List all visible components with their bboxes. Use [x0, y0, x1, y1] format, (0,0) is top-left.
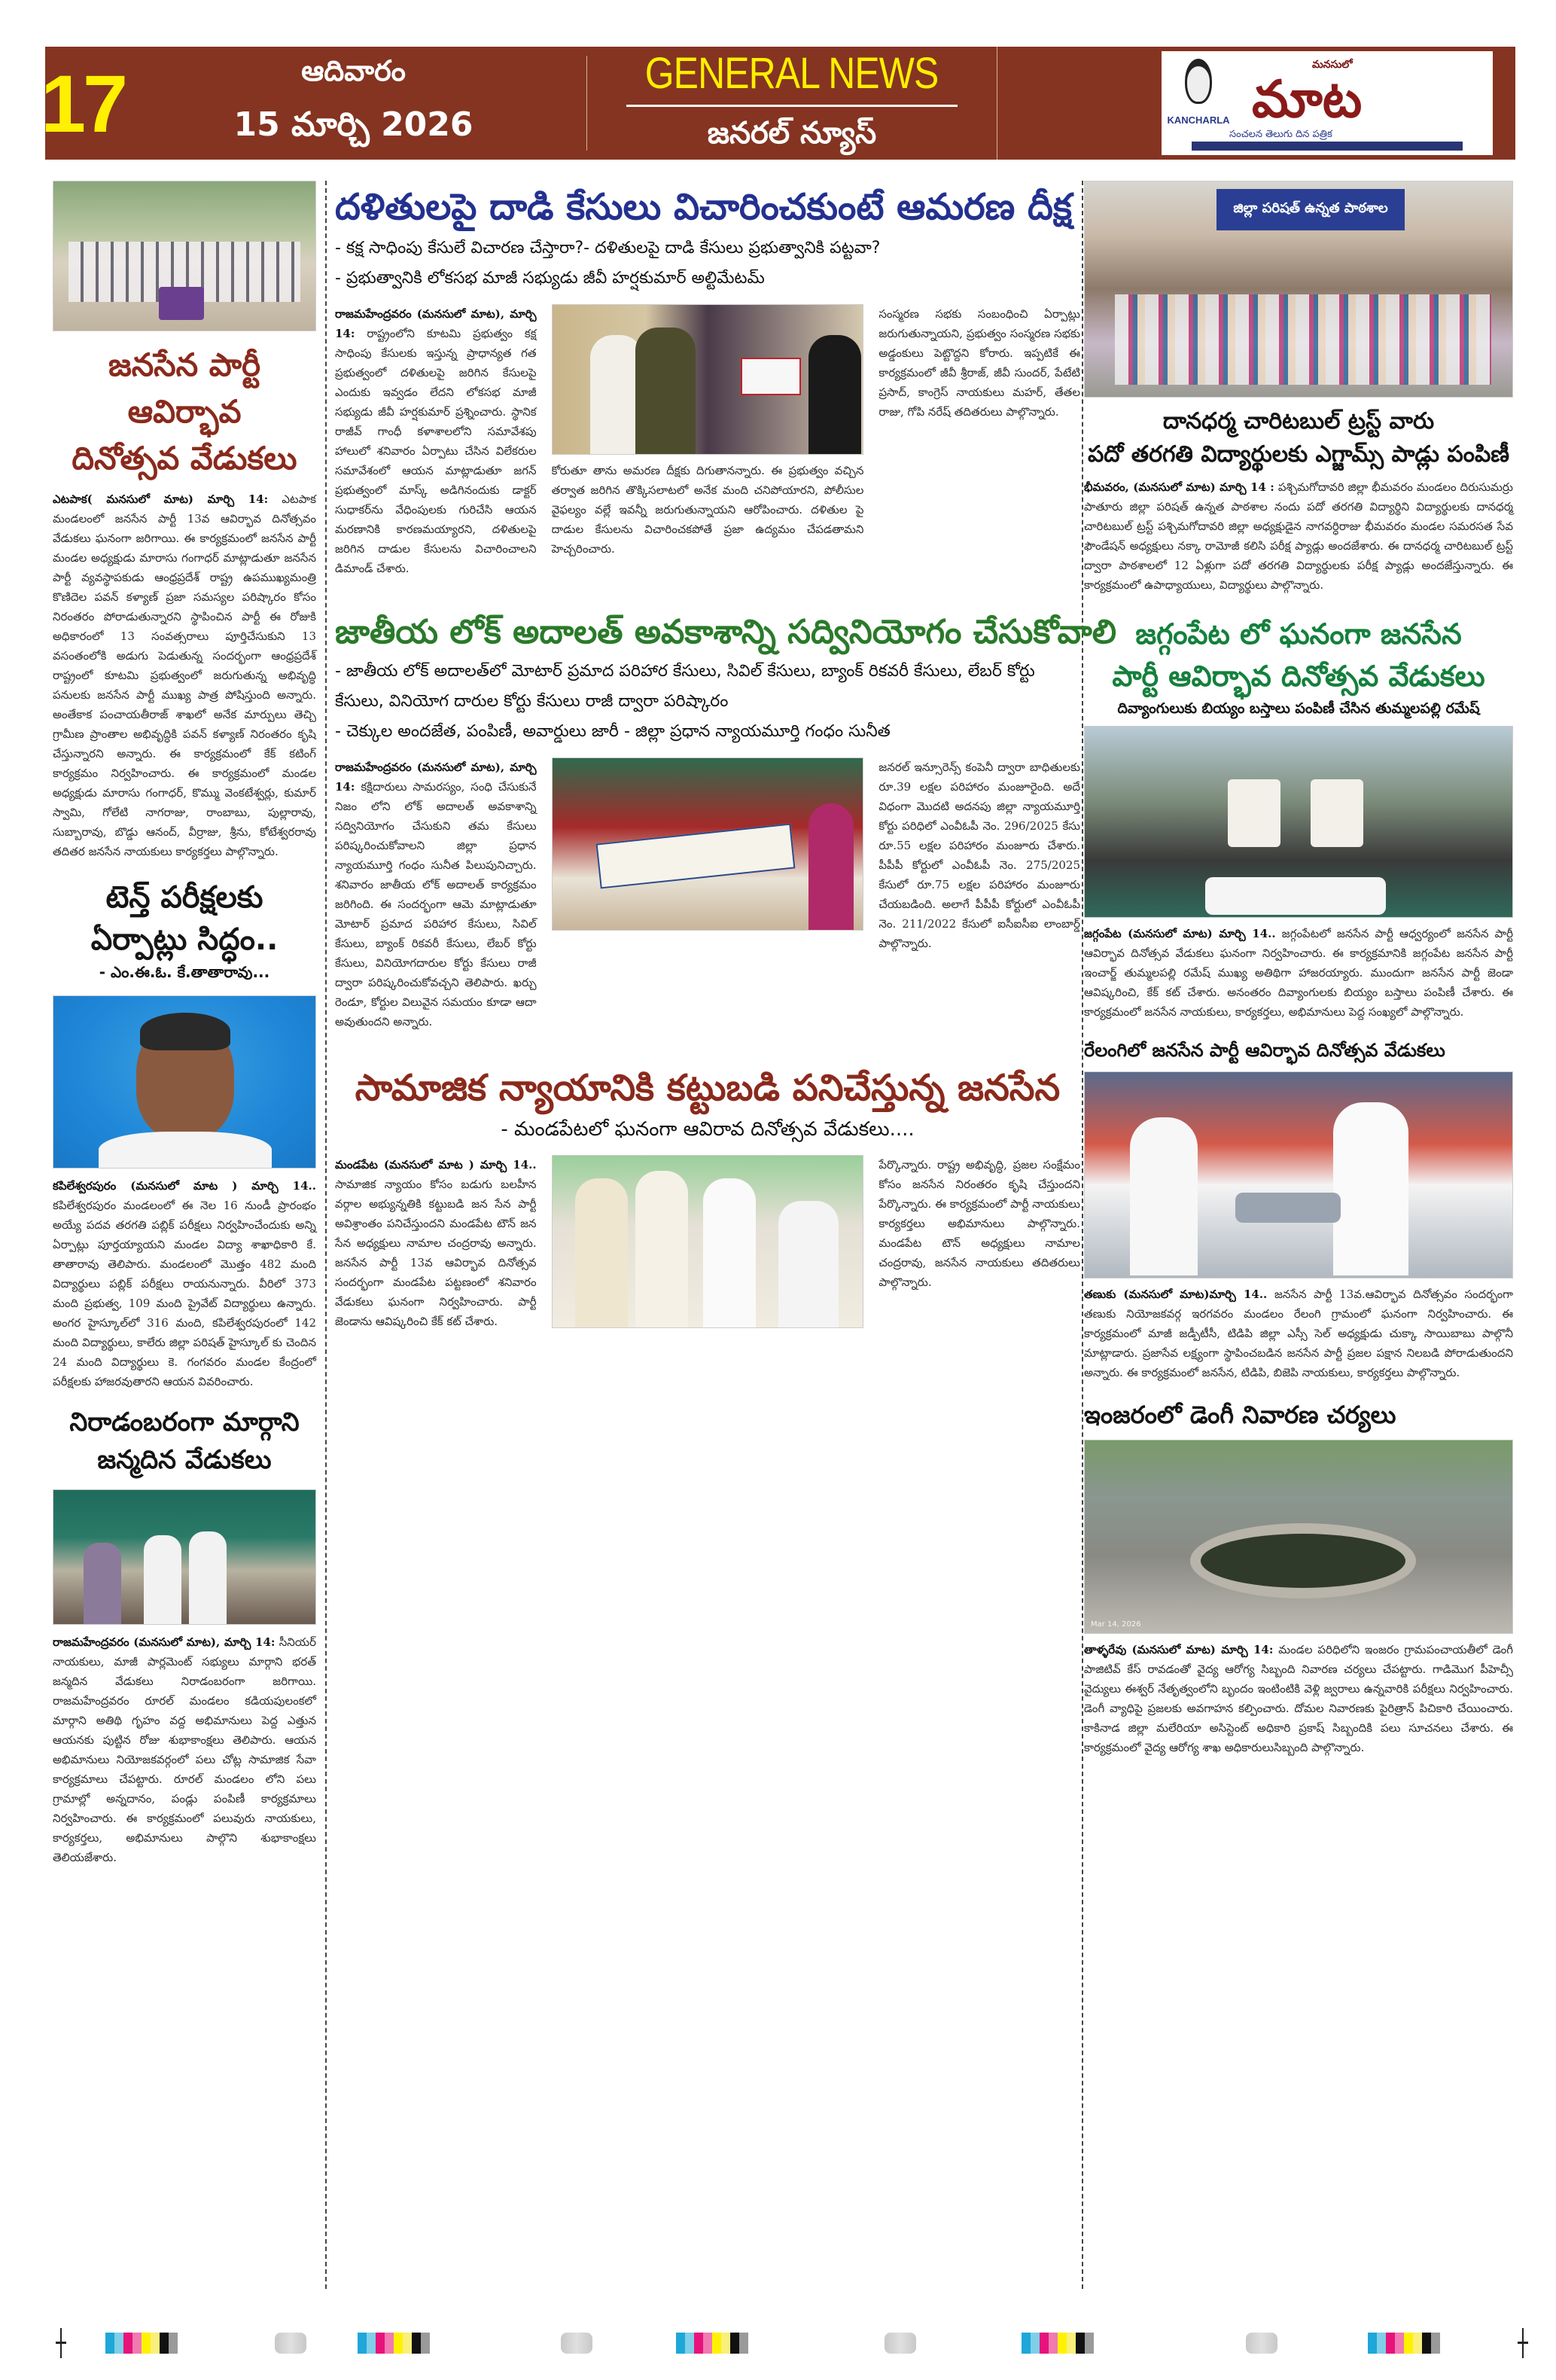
swatch-chip: [1049, 2333, 1058, 2354]
section-divider: [626, 105, 958, 107]
story-text: సామాజిక న్యాయం కోసం బడుగు బలహీన వర్గాల అభ్యున్నతికి కట్టుబడి జన సేన పార్టీ అవిశ్రాంతం పనిచేస్తుందని మండపేట టౌన్ జన సేన అధ్యక్షులు నామాల చంద్రరావు అన్నారు. జనసేన పార్టీ 13వ ఆవిర్భావ దినోత్సవ సందర్భంగా మండపేట పట్టణంలో శనివారం వేడుకలు ఘనంగా నిర్వహించారు. పార్టీ జెండాను ఆవిష్కరించి కేక్ కట్ చేశారు.: [335, 1178, 537, 1328]
rice-distribution-photo: [1084, 726, 1513, 918]
mandapeta-body-col-1: [335, 1155, 537, 1331]
lok-adalat-body-col-1: [335, 757, 537, 1032]
swatch-chip: [376, 2333, 385, 2354]
gray-patch: [1246, 2333, 1277, 2354]
lead-body-col-2: కోరుతూ తాను అమరణ దీక్షకు దిగుతానన్నారు. ఈ ప్రభుత్వం వచ్చిన తర్వాత జరిగిన తొక్కిసలాటలో అనేక మంది చనిపోయారని, పోలీసుల వైఫల్యం వల్లే ఇవన్నీ జరుగుతున్నాయని ఆరోపించారు. దళితుల పై దాడుల కేసులను విచారించకపోతే ప్రజా ఉద్యమం చేపడతామని హెచ్చరించారు.: [551, 464, 864, 556]
story-body: [1084, 924, 1513, 1022]
story-text: జనసేన పార్టీ 13వ.ఆవిర్భావ దినోత్సవం సందర్భంగా తణుకు నియోజకవర్గ ఇరగవరం మండలం రేలంగి గ్రామంలో ఘనంగా నిర్వహించారు. ఈ కార్యక్రమంలో మాజీ జడ్పీటీసీ, టిడిపి జిల్లా ఎస్సీ సెల్ అధ్యక్షుడు చుక్కా సాయిబాబు పాల్గొనీ మాట్లాడారు. ప్రజాసేవ లక్ష్యంగా స్థాపించబడిన జనసేన పార్టీ ప్రజల పక్షాన నిలబడి పోరాడుతుందని అన్నారు. ఈ కార్యక్రమంలో జనసేన, టిడిపి, బిజెపి నాయకులు, కార్యకర్తలు పాల్గొన్నారు.: [1084, 1288, 1513, 1379]
swatch-chip: [1076, 2333, 1085, 2354]
swatch-chip: [694, 2333, 703, 2354]
swatch-chip: [421, 2333, 430, 2354]
headline-line-1: టెన్త్ పరీక్షలకు: [105, 880, 263, 915]
logo-area: [997, 47, 1515, 160]
swatch-chip: [123, 2333, 132, 2354]
logo-tagline: సంచలన తెలుగు దిన పత్రిక: [1229, 129, 1332, 140]
dateline: ఎటపాక( మనసులో మాట) మార్చి 14:: [53, 492, 269, 506]
story-injaram-dengue: [1084, 1396, 1513, 1757]
story-photo: [53, 181, 316, 331]
story-body: [53, 1176, 316, 1391]
story-photo: [53, 1489, 316, 1625]
dateline: తణుకు (మనసులో మాట)మార్చి 14..: [1084, 1288, 1268, 1301]
story-tenth-exams: [53, 876, 316, 1391]
lead-subhead-1: - కక్ష సాధింపు కేసులే విచారణ చేస్తారా?- దళితులపై దాడి కేసులు ప్రభుత్వానికి పట్టవా?: [335, 239, 881, 258]
print-registration-bar: [0, 2333, 1556, 2363]
headline-line-1: జగ్గంపేట లో ఘనంగా జనసేన: [1135, 617, 1462, 651]
dateline: జగ్గంపేట (మనసులో మాట) మార్చి 14..: [1084, 927, 1276, 940]
gray-patch: [885, 2333, 916, 2354]
swatch-chip: [1431, 2333, 1440, 2354]
story-jaggampeta-janasena: [1084, 613, 1513, 1022]
headline-line-2: పదో తరగతి విద్యార్థులకు ఎగ్జామ్స్ పాడ్లు పంపిణీ: [1087, 441, 1510, 468]
swatch-chip: [1422, 2333, 1431, 2354]
headline-line-1: జనసేన పార్టీ ఆవిర్భావ: [108, 346, 260, 430]
headline-line-2: దినోత్సవ వేడుకలు: [72, 440, 297, 477]
story-text: రాష్ట్రంలోని కూటమి ప్రభుత్వం కక్ష సాధింపు కేసులకు ఇస్తున్న ప్రాధాన్యత గత ప్రభుత్వంలో దళితులపై జరిగిన కేసులపై ఎందుకు ఇవ్వడం లేదని లోకసభ మాజీ సభ్యుడు జీవీ హర్షకుమార్ ప్రశ్నించారు. స్థానిక రాజీవ్ గాంధీ కళాశాలలోని సమావేశపు హాలులో శనివారం ఏర్పాటు చేసిన విలేకరుల సమావేశంలో ఆయన మాట్లాడుతూ జగన్ ప్రభుత్వంలో మాస్క్ అడిగినందుకు డాక్టర్ సుధాకర్‌ను వేధింపులకు గురిచేసి ఆయన మరణానికి కారణమయ్యారని, దళితులపై జరిగిన దాడుల కేసులను విచారించాలని డిమాండ్ చేశారు.: [335, 327, 537, 575]
lok-adalat-subhead-1: - జాతీయ లోక్ అదాలత్‌లో మోటార్ ప్రమాద పరిహార కేసులు, సివిల్ కేసులు, బ్యాంక్ రికవరీ కేసులు, లేబర్ కోర్టు కేసులు, వినియోగ దారుల కోర్టు కేసులు రాజీ ద్వారా పరిష్కారం: [335, 662, 1035, 711]
masthead: [40, 47, 1515, 160]
lok-adalat-subhead-2: - చెక్కుల అందజేత, పంపిణీ, అవార్డులు జారీ - జిల్లా ప్రధాన న్యాయమూర్తి గంధం సునీత: [335, 722, 891, 741]
gray-patch: [275, 2333, 306, 2354]
lok-adalat-photo: [552, 757, 864, 931]
swatch-chip: [685, 2333, 694, 2354]
swatch-chip: [712, 2333, 721, 2354]
lok-adalat-headline: జాతీయ లోక్ అదాలత్ అవకాశాన్ని సద్వినియోగం చేసుకోవాలి: [335, 613, 1116, 651]
story-text: పశ్చిమగోదావరి జిల్లా భీమవరం మండలం దిరుసుమర్రు పాతూరు జిల్లా పరిషత్ ఉన్నత పాఠశాల నందు పదో తరగతి విద్యార్థిని విద్యార్థులకు దానధర్మ చారిటబుల్ ట్రస్ట్ పశ్చిమగోదావరి జిల్లా అధ్యక్షుడైన నాగవర్ధిరాజు భీమవరం మండల సమరసత సేవ ఫౌండేషన్ అధ్యక్షులు నక్కా రామోజీ కలిసి పరీక్ష ప్యాడ్లు అందజేశారు. ఈ దానధర్మ చారిటబుల్ ట్రస్ట్ ద్వారా పాఠశాలలో 12 ఏళ్లుగా పదో తరగతి విద్యార్థులకు పరీక్ష ప్యాడ్లు అందజేస్తున్నారు. ఈ కార్యక్రమంలో ఉపాధ్యాయులు, విద్యార్థులు పాల్గొన్నారు.: [1084, 480, 1513, 592]
dateline: తాళ్ళరేవు (మనసులో మాట) మార్చి 14:: [1084, 1643, 1274, 1656]
story-body: [1084, 477, 1513, 595]
lead-headline: దళితులపై దాడి కేసులు విచారించకుంటే ఆమరణ దీక్ష: [335, 186, 1072, 228]
swatch-chip: [703, 2333, 712, 2354]
official-portrait: [53, 995, 316, 1169]
swatch-chip: [1368, 2333, 1377, 2354]
headline-line-2: పార్టీ ఆవిర్భావ దినోత్సవ వేడుకలు: [1112, 660, 1485, 693]
gray-patch: [561, 2333, 592, 2354]
story-text: సీనియర్ నాయకులు, మాజీ పార్లమెంట్ సభ్యులు మార్గాని భరత్ జన్మదిన వేడుకలు నిరాడంబరంగా జరిగాయి. రాజమహేంద్రవరం రూరల్ మండలం కడియపులంకలో మార్గాని అతిథి గృహం వద్ద అభిమానులు పెద్ద ఎత్తున ఆయనకు పుట్టిన రోజు శుభాకాంక్షలు తెలిపారు. ఆయన అభిమానులు నియోజకవర్గంలో పలు చోట్ల సామాజిక సేవా కార్యక్రమాలు చేపట్టారు. రూరల్ మండలం లోని పలు గ్రామాల్లో అన్నదానం, పండ్లు పంపిణీ కార్యక్రమాలు నిర్వహించారు. ఈ కార్యక్రమంలో పలువురు నాయకులు, కార్యకర్తలు, అభిమానులు పాల్గొని శుభాకాంక్షలు తెలియజేశారు.: [53, 1635, 316, 1864]
mandapeta-subhead: - మండపేటలో ఘనంగా ఆవిరావ దినోత్సవ వేడుకలు....: [501, 1118, 915, 1141]
swatch-chip: [105, 2333, 114, 2354]
swatch-chip: [721, 2333, 730, 2354]
swatch-chip: [132, 2333, 142, 2354]
story-text: ఎటపాక మండలంలో జనసేన పార్టీ 13వ ఆవిర్భావ దినోత్సవం వేడుకలు ఘనంగా జరిగాయి. ఈ కార్యక్రమంలో జనసేన పార్టీ మండల అధ్యక్షుడు మారాసు గంగాధర్ మాట్లాడుతూ జనసేన పార్టీ వ్యవస్థాపకుడు ఆంధ్రప్రదేశ్ రాష్ట్ర ఉపముఖ్యమంత్రి కొణిదెల పవన్ కళ్యాణ్ ప్రజా సమస్యల పరిష్కారం కోసం నిరంతరం పోరాడుతున్నారని స్థాపించిన పార్టీ ఈ రోజుకి అధికారంలో 13 సంవత్సరాలు పూర్తిచేసుకుని 13 వసంతంలోకి అడుగు పెడుతున్న సందర్భంగా ఆంధ్రప్రదేశ్ రాష్ట్రంలో కూటమి ప్రభుత్వంలో జరుగుతున్న అభివృద్ధి పనులకు జనసేన పార్టీ ముఖ్య పాత్ర పోషిస్తుంది అన్నారు. అంతేకాక పంచాయతీరాజ్ శాఖలో అనేక మార్పులు తెచ్చి గ్రామీణ ప్రాంతాల అభివృద్ధికి పవన్ కళ్యాణ్ నిరంతరం కృషి చేస్తున్నారని అన్నారు. ఈ కార్యక్రమంలో కేక్ కటింగ్ కార్యక్రమం నిర్వహించారు. ఈ కార్యక్రమంలో మండల అధ్యక్షుడు మారాసు గంగాధర్, కొమ్ము వెంకటేశ్వర్లు, కుమార్ స్వామి, గోలేటి నాగరాజు, రాంబాబు, పుల్లారావు, సుబ్బారావు, బొడ్డు ఆనంద్, వీర్రాజు, శ్రీను, కోటేశ్వరరావు తదితర జనసేన నాయకులు కార్యకర్తలు పాల్గొన్నారు.: [53, 492, 316, 858]
page-number: 17: [40, 57, 126, 149]
swatch-chip: [1404, 2333, 1413, 2354]
crop-mark-icon: [1522, 2328, 1524, 2358]
mandapeta-headline: సామాజిక న్యాయానికి కట్టుబడి పనిచేస్తున్న జనసేన: [355, 1067, 1061, 1109]
dateline: కపిలేశ్వరపురం (మనసులో మాట ) మార్చి 14..: [53, 1179, 316, 1193]
swatch-chip: [114, 2333, 123, 2354]
swatch-chip: [739, 2333, 748, 2354]
swatch-chip: [1058, 2333, 1067, 2354]
dengue-photo: [1084, 1440, 1513, 1634]
swatch-chip: [1085, 2333, 1094, 2354]
story-text: కక్షిదారులు సామరస్యం, సంధి చేసుకునే నిజం లోని లోక్ అదాలత్ అవకాశాన్ని సద్వినియోగం చేసుకుని తమ కేసులు పరిష్కరించుకోవాలని జిల్లా ప్రధాన న్యాయమూర్తి గంధం సునీత పిలుపునిచ్చారు. శనివారం జాతీయ లోక్ అదాలత్ కార్యక్రమం జరిగింది. ఈ సందర్భంగా ఆమె మాట్లాడుతూ మోటార్ ప్రమాద పరిహార కేసులు, సివిల్ కేసులు, బ్యాంక్ రికవరీ కేసులు, లేబర్ కోర్టు కేసులు, వినియోగదారుల కోర్టు కేసులు రాజీ ద్వారా పరిష్కరించుకోవచ్చని తెలిపారు. ఖర్చు రెండూ, కోర్టుల విలువైన సమయం కూడా ఆదా అవుతుందని అన్నారు.: [335, 780, 537, 1028]
swatch-chip: [358, 2333, 367, 2354]
color-swatch: [1022, 2333, 1094, 2354]
swatch-chip: [1386, 2333, 1395, 2354]
section-title-en: GENERAL NEWS: [645, 49, 939, 98]
dateline: భీమవరం, (మనసులో మాట) మార్చి 14 :: [1084, 480, 1274, 494]
section-title: [587, 47, 997, 160]
headline-line-2: జన్మదిన వేడుకలు: [97, 1445, 272, 1475]
logo-brand: KANCHARLA: [1167, 114, 1230, 126]
column-divider: [1082, 181, 1083, 2289]
dateline: మండపేట (మనసులో మాట ) మార్చి 14..: [335, 1158, 537, 1172]
middle-column: [335, 181, 1116, 1331]
lead-body-col-3: సంస్మరణ సభకు సంబంధించి ఏర్పాట్లు జరుగుతున్నాయని, ప్రభుత్వం సంస్మరణ సభకు అడ్డంకులు పెట్టొద్దని కోరారు. ఇప్పటికే ఈ కార్యక్రమంలో జీవీ శ్రీరాజ్, జీవీ సుందర్, పేటేటి ప్రసాద్, కాంగ్రెస్ నాయకులు మహర్, తేతల రాజు, గోపి నరేష్ తదితరులు పాల్గొన్నారు.: [878, 307, 1080, 419]
swatch-chip: [730, 2333, 739, 2354]
lead-body-col-1: [335, 304, 537, 578]
column-divider: [325, 181, 327, 2289]
color-swatch: [1368, 2333, 1440, 2354]
swatch-chip: [151, 2333, 160, 2354]
color-swatch: [676, 2333, 748, 2354]
story-text: మండల పరిధిలోని ఇంజరం గ్రామపంచాయతీలో డెంగీ పాజిటివ్ కేస్ రావడంతో వైద్య ఆరోగ్య సిబ్బంది నివారణ చర్యలు చేపట్టారు. గాడిమొగ పీహెచ్సీ వైద్యులు ఈశ్వర్ నేతృత్వంలోని బృందం ఇంటింటికి వెళ్లి జ్వరాలు ఉన్నవారికి పరీక్షలు నిర్వహించారు. డెంగీ వ్యాధిపై ప్రజలకు అవగాహన కల్పించారు. దోమల నివారణకు పైరిత్రాన్ పిచికారి చేయించారు. కాకినాడ జిల్లా మలేరియా అసిస్టెంట్ అధికారి ప్రకాష్ సిబ్బందికి పలు సూచనలు చేశారు. ఈ కార్యక్రమంలో వైద్య ఆరోగ్య శాఖ అధికారులుసిబ్బంది పాల్గొన్నారు.: [1084, 1643, 1513, 1754]
logo-underline: [1192, 142, 1463, 151]
headline-line-1: నిరాడంబరంగా మార్గాని: [69, 1407, 300, 1437]
logo-title: మాట: [1252, 70, 1363, 130]
school-photo: [1084, 181, 1513, 398]
swatch-chip: [1022, 2333, 1031, 2354]
swatch-chip: [169, 2333, 178, 2354]
byline: - ఎం.ఈ.ఓ. కే.తాతారావు...: [99, 963, 270, 981]
section-title-te: జనరల్ న్యూస్: [707, 116, 877, 151]
subhead: దివ్యాంగులుకు బియ్యం బస్తాలు పంపిణీ చేసిన తుమ్మలపల్లి రమేష్: [1117, 700, 1480, 717]
swatch-chip: [1413, 2333, 1422, 2354]
swatch-chip: [367, 2333, 376, 2354]
story-mandapeta-janasena: [335, 1062, 1080, 1331]
swatch-chip: [1395, 2333, 1404, 2354]
dateline: రాజమహేంద్రవరం (మనసులో మాట), మార్చి 14:: [335, 307, 537, 340]
lead-subhead-2: - ప్రభుత్వానికి లోకసభ మాజీ సభ్యుడు జీవీ హర్షకుమార్ అల్టిమేటమ్: [335, 269, 765, 288]
headline-line-2: ఏర్పాట్లు సిద్ధం..: [90, 922, 279, 957]
newspaper-logo: [1162, 51, 1493, 155]
issue-day: ఆదివారం: [301, 54, 406, 87]
dateline: రాజమహేంద్రవరం (మనసులో మాట), మార్చి 14:: [53, 1635, 276, 1649]
story-janasena-etapaka: [53, 181, 316, 861]
issue-date: [120, 56, 587, 151]
story-text: కపిలేశ్వరపురం మండలంలో ఈ నెల 16 నుండీ ప్రారంభం అయ్యే పదవ తరగతి పబ్లిక్ పరీక్షలు నిర్వహించేందుకు అన్ని ఏర్పాట్లు పూర్తయ్యాయని మండల విద్యా శాఖాధికారి కే. తాతారావు తెలిపారు. మండలంలో మొత్తం 482 మంది విద్యార్థులు పబ్లిక్ పరీక్షలు రాయనున్నారు. వీరిలో 373 మంది ప్రభుత్వ, 109 మంది ప్రైవేట్ విద్యార్థులు ఉన్నారు. అంగర హైస్కూల్‌లో 316 మంది, కపిలేశ్వరపురంలో 142 మంది విద్యార్థులు, కాలేరు జిల్లా పరిషత్ హైస్కూల్ కు చెందిన 24 మంది విద్యార్థులు కె. గంగవరం మండల కేంద్రంలో పరీక్షలకు హాజరవుతారని ఆయన వివరించారు.: [53, 1199, 316, 1388]
headline: ఇంజరంలో డెంగీ నివారణ చర్యలు: [1084, 1400, 1396, 1429]
swatch-chip: [1067, 2333, 1076, 2354]
issue-date-text: 15 మార్చి 2026: [233, 105, 473, 144]
left-column: [53, 181, 316, 1867]
swatch-chip: [676, 2333, 685, 2354]
mandapeta-body-col-3: పేర్కొన్నారు. రాష్ట్ర అభివృద్ధి, ప్రజల సంక్షేమం కోసం జనసేన నిరంతరం కృషి చేస్తుందని పేర్కొన్నారు. ఈ కార్యక్రమంలో పార్టీ నాయకులు కార్యకర్తలు అభిమానులు పాల్గొన్నారు. మండపేట టౌన్ అధ్యక్షులు నామాల చంద్రరావు, జనసేన నాయకులు తదితరులు పాల్గొన్నారు.: [878, 1158, 1080, 1289]
swatch-chip: [403, 2333, 412, 2354]
color-swatch: [358, 2333, 430, 2354]
school-sign: జిల్లా పరిషత్ ఉన్నత పాఠశాల: [1216, 189, 1405, 230]
crop-mark-icon: [60, 2328, 62, 2358]
photo-timestamp: Mar 14, 2026: [1091, 1620, 1141, 1629]
story-text: జగ్గంపేటలో జనసేన పార్టీ ఆధ్వర్యంలో జనసేన పార్టీ ఆవిర్భావ దినోత్సవ వేడుకలు ఘనంగా నిర్వహించారు. ఈ కార్యక్రమానికి జగ్గంపేట జనసేన పార్టీ ఇంచార్జ్ తుమ్మలపల్లి రమేష్ ముఖ్య అతిథిగా హాజరయ్యారు. ముందుగా జనసేన పార్టీ జెండా ఆవిష్కరించి, కేక్ కట్ చేశారు. అనంతరం దివ్యాంగులకు బియ్యం బస్తాలు పంపిణీ చేశారు. ఈ కార్యక్రమంలో జనసేన నాయకులు, కార్యకర్తలు, అభిమానులు పెద్ద సంఖ్యలో పాల్గొన్నారు.: [1084, 927, 1513, 1019]
lead-photo: [552, 304, 864, 455]
color-swatch: [105, 2333, 178, 2354]
story-body: [1084, 1640, 1513, 1757]
logo-small-text: మనసులో: [1312, 59, 1353, 71]
swatch-chip: [1031, 2333, 1040, 2354]
headline-line-1: దానధర్మ చారిటబుల్ ట్రస్ట్ వారు: [1162, 408, 1435, 434]
swatch-chip: [1377, 2333, 1386, 2354]
story-relangi-janasena: [1084, 1035, 1513, 1382]
swatch-chip: [385, 2333, 394, 2354]
founder-portrait-icon: [1167, 59, 1230, 134]
lok-adalat-body-col-3: జనరల్ ఇన్సూరెన్స్ కంపెనీ ద్వారా బాధితులకు రూ.39 లక్షల పరిహారం మంజూరైంది. అదే విధంగా మొదటి అదనపు జిల్లా న్యాయమూర్తి కోర్టు పరిధిలో ఎంవీఓపీ నెం. 296/2025 కేసు రూ.55 లక్షల పరిహారం మంజూరు చేశారు. పీపీపీ కోర్టులో ఎంవీఓపీ నెం. 275/2025 కేసులో రూ.75 లక్షల పరిహారం మంజూరు చేయబడింది. అలాగే పీపీపీ కోర్టులో ఎంవీఓపీ నెం. 211/2022 కేసులో ఐసీఐసీఐ లాంబార్డ్ పాల్గొన్నారు.: [878, 760, 1080, 950]
story-lok-adalat: [335, 608, 1116, 1032]
story-lead-harshakumar: [335, 181, 1080, 578]
story-margani-birthday: [53, 1403, 316, 1867]
story-body: [53, 1632, 316, 1867]
story-body: [1084, 1284, 1513, 1382]
headline: రేలంగిలో జనసేన పార్టీ ఆవిర్భావ దినోత్సవ వేడుకలు: [1084, 1040, 1445, 1061]
dateline: రాజమహేంద్రవరం (మనసులో మాట), మార్చి 14:: [335, 760, 537, 794]
swatch-chip: [160, 2333, 169, 2354]
story-body: [53, 489, 316, 861]
mandapeta-photo: [552, 1155, 864, 1328]
relangi-photo: [1084, 1071, 1513, 1278]
swatch-chip: [394, 2333, 403, 2354]
right-column: [1084, 181, 1513, 1757]
swatch-chip: [1040, 2333, 1049, 2354]
swatch-chip: [142, 2333, 151, 2354]
story-danadharma-trust: [1084, 181, 1513, 595]
swatch-chip: [412, 2333, 421, 2354]
